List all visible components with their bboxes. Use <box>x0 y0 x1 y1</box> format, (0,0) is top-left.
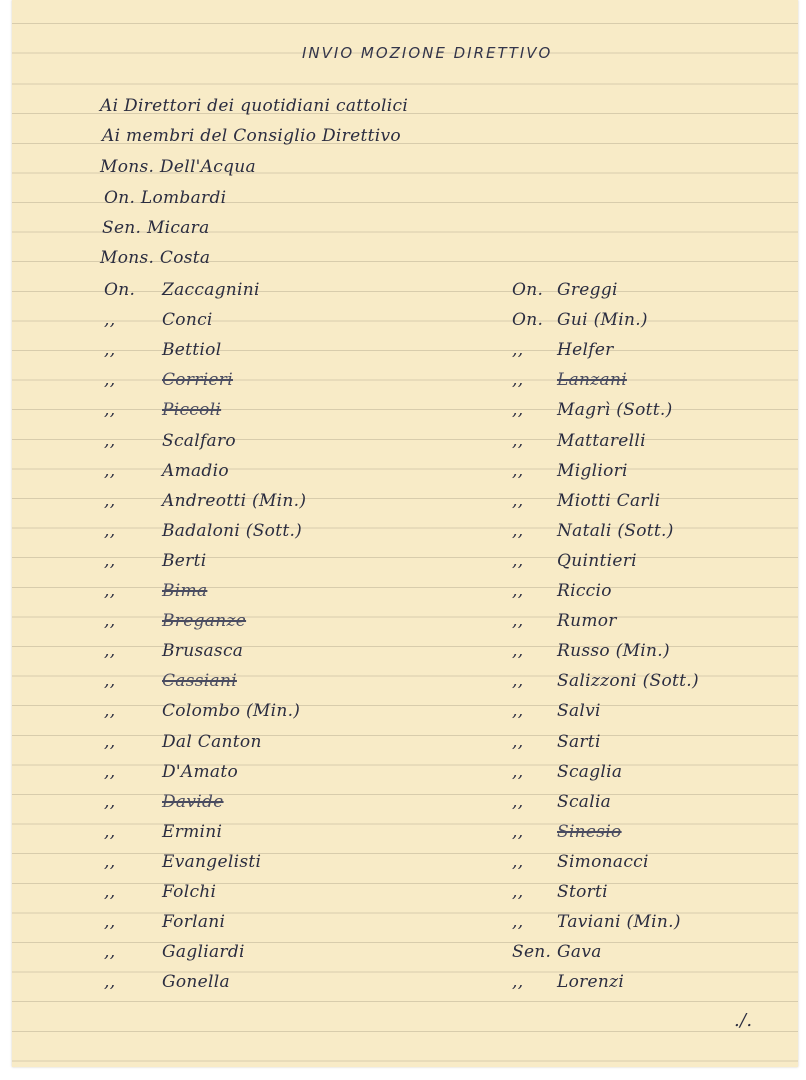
name-prefix: ,, <box>104 431 116 451</box>
name-entry: Miotti Carli <box>557 491 661 511</box>
name-entry: Conci <box>162 310 213 330</box>
name-prefix: ,, <box>512 521 524 541</box>
struck-name-entry: Sinesio <box>557 822 622 842</box>
name-prefix: ,, <box>512 461 524 481</box>
name-prefix: ,, <box>512 641 524 661</box>
addressee-line: On. Lombardi <box>104 188 227 208</box>
name-prefix: ,, <box>104 491 116 511</box>
name-entry: Taviani (Min.) <box>557 912 681 932</box>
name-entry: Folchi <box>162 882 217 902</box>
lined-paper-sheet <box>12 0 798 1067</box>
name-entry: Russo (Min.) <box>557 641 670 661</box>
name-entry: Storti <box>557 882 608 902</box>
name-entry: Lorenzi <box>557 972 625 992</box>
name-prefix: ,, <box>512 370 524 390</box>
name-entry: Brusasca <box>162 641 244 661</box>
name-entry: Scalia <box>557 792 612 812</box>
name-entry: Gonella <box>162 972 230 992</box>
name-entry: Quintieri <box>557 551 637 571</box>
name-entry: Badaloni (Sott.) <box>162 521 303 541</box>
struck-name-entry: Davide <box>162 792 224 812</box>
name-prefix: ,, <box>104 852 116 872</box>
name-prefix: ,, <box>512 491 524 511</box>
name-prefix: ,, <box>104 370 116 390</box>
name-prefix: ,, <box>512 671 524 691</box>
struck-name-entry: Corrieri <box>162 370 233 390</box>
name-prefix: ,, <box>104 521 116 541</box>
name-prefix: ,, <box>512 701 524 721</box>
addressee-line: Mons. Costa <box>100 248 211 268</box>
name-prefix: ,, <box>512 912 524 932</box>
name-prefix: ,, <box>104 912 116 932</box>
addressee-line: Mons. Dell'Acqua <box>100 157 256 177</box>
name-entry: Salizzoni (Sott.) <box>557 671 699 691</box>
name-prefix: ,, <box>104 942 116 962</box>
name-prefix: ,, <box>104 461 116 481</box>
name-entry: Riccio <box>557 581 612 601</box>
name-entry: Ermini <box>162 822 223 842</box>
addressee-line: Sen. Micara <box>102 218 210 238</box>
name-prefix: ,, <box>104 310 116 330</box>
name-prefix: ,, <box>104 340 116 360</box>
name-prefix: ,, <box>512 611 524 631</box>
page-title: INVIO MOZIONE DIRETTIVO <box>302 44 553 62</box>
name-prefix: On. <box>512 280 544 300</box>
name-entry: Migliori <box>557 461 628 481</box>
name-prefix: ,, <box>104 762 116 782</box>
name-prefix: ,, <box>104 581 116 601</box>
name-prefix: ,, <box>512 732 524 752</box>
name-entry: Gagliardi <box>162 942 245 962</box>
name-prefix: ,, <box>512 340 524 360</box>
name-entry: Andreotti (Min.) <box>162 491 307 511</box>
name-prefix: ,, <box>104 671 116 691</box>
name-entry: Simonacci <box>557 852 649 872</box>
name-entry: Natali (Sott.) <box>557 521 674 541</box>
struck-name-entry: Bima <box>162 581 208 601</box>
name-entry: Helfer <box>557 340 614 360</box>
name-prefix: ,, <box>104 882 116 902</box>
name-prefix: ,, <box>512 882 524 902</box>
name-entry: Berti <box>162 551 207 571</box>
struck-name-entry: Breganze <box>162 611 247 631</box>
name-entry: Rumor <box>557 611 617 631</box>
struck-name-entry: Piccoli <box>162 400 222 420</box>
name-prefix: ,, <box>104 611 116 631</box>
name-prefix: ,, <box>512 581 524 601</box>
name-prefix: ,, <box>104 972 116 992</box>
addressee-line: Ai Direttori dei quotidiani cattolici <box>100 96 409 116</box>
name-entry: Colombo (Min.) <box>162 701 301 721</box>
name-prefix: ,, <box>104 551 116 571</box>
name-prefix: ,, <box>104 400 116 420</box>
name-prefix: ,, <box>512 551 524 571</box>
name-entry: Scalfaro <box>162 431 236 451</box>
name-entry: Evangelisti <box>162 852 262 872</box>
addressee-line: Ai membri del Consiglio Direttivo <box>102 126 401 146</box>
name-prefix: ,, <box>512 822 524 842</box>
name-entry: Amadio <box>162 461 229 481</box>
name-entry: Scaglia <box>557 762 623 782</box>
name-prefix: ,, <box>104 732 116 752</box>
name-entry: Gava <box>557 942 602 962</box>
name-entry: Dal Canton <box>162 732 262 752</box>
struck-name-entry: Cassiani <box>162 671 237 691</box>
name-entry: Greggi <box>557 280 618 300</box>
name-prefix: Sen. <box>512 942 552 962</box>
name-entry: Forlani <box>162 912 226 932</box>
name-prefix: ,, <box>512 762 524 782</box>
name-prefix: On. <box>104 280 136 300</box>
name-entry: Magrì (Sott.) <box>557 400 673 420</box>
name-entry: Salvi <box>557 701 601 721</box>
name-entry: Gui (Min.) <box>557 310 648 330</box>
name-prefix: On. <box>512 310 544 330</box>
name-prefix: ,, <box>512 972 524 992</box>
page-continuation-mark: ./. <box>734 1010 753 1031</box>
name-prefix: ,, <box>104 701 116 721</box>
name-entry: Zaccagnini <box>162 280 260 300</box>
name-entry: Mattarelli <box>557 431 646 451</box>
name-prefix: ,, <box>104 792 116 812</box>
name-prefix: ,, <box>512 792 524 812</box>
name-prefix: ,, <box>512 400 524 420</box>
name-entry: Sarti <box>557 732 601 752</box>
name-prefix: ,, <box>104 641 116 661</box>
name-entry: Bettiol <box>162 340 222 360</box>
name-prefix: ,, <box>512 431 524 451</box>
name-prefix: ,, <box>104 822 116 842</box>
struck-name-entry: Lanzani <box>557 370 627 390</box>
name-entry: D'Amato <box>162 762 239 782</box>
name-prefix: ,, <box>512 852 524 872</box>
